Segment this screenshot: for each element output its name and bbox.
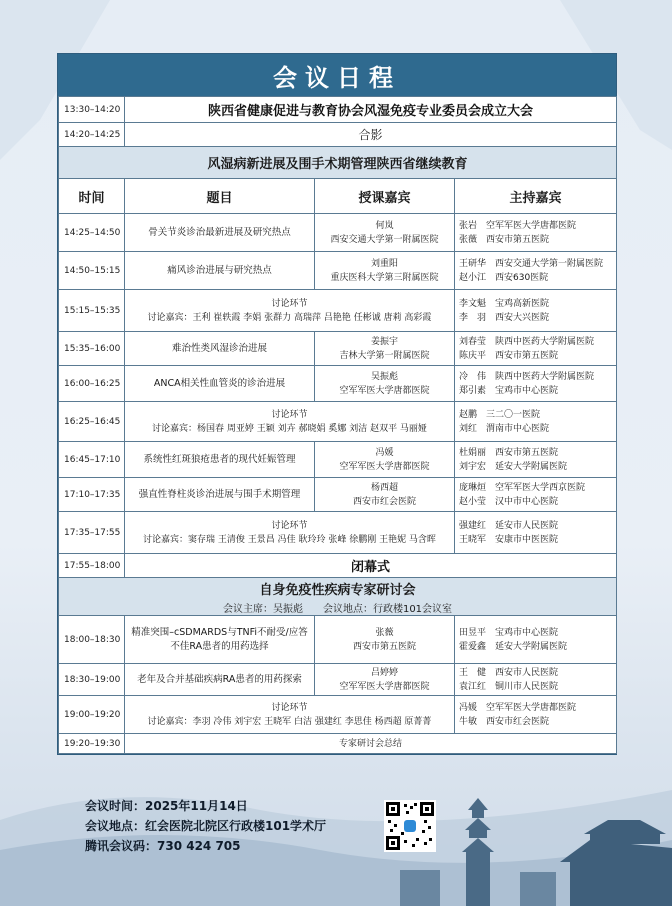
time-cell: 17:35–17:55 [59,512,125,554]
host-cell [455,214,617,252]
host-name: 张岩 空军军医大学唐都医院 [459,220,577,231]
topic-line: 老年及合并基础疾病RA患者的用药探索 [137,673,302,685]
summary-cell: 专家研讨会总结 [125,734,617,754]
host-name: 李文魁 宝鸡高新医院 [459,298,550,309]
speaker-name: 刘重阳 [370,258,398,269]
topic-cell [125,442,315,478]
host-cell [455,696,617,734]
founding-meeting: 陕西省健康促进与教育协会风湿免疫专业委员会成立大会 [125,97,617,123]
time-cell: 17:10–17:35 [59,478,125,512]
section2-title: 自身免疫性疾病专家研讨会 [59,578,617,600]
speaker-name: 杨西超 [370,482,398,493]
host-cell [455,616,617,664]
host-name: 张薇 西安市第五医院 [459,234,550,245]
host-name: 袁江红 铜川市人民医院 [459,681,559,692]
topic-line: 系统性红斑狼疮患者的现代妊娠管理 [143,453,296,465]
discussion-title: 讨论环节 [271,702,308,713]
host-name: 陈庆平 西安市第五医院 [459,350,559,361]
speaker-name: 吕婷婷 [370,667,398,678]
speaker-name: 何岚 [375,220,394,231]
speaker-org: 吉林大学第一附属医院 [339,350,430,361]
topic-cell [125,252,315,290]
meeting-time: 会议时间：2025年11月14日 [85,799,248,813]
meeting-location: 会议地点：红会医院北院区行政楼101学术厅 [85,819,327,833]
host-cell [455,366,617,402]
time-cell: 19:20–19:30 [59,734,125,754]
host-cell [455,290,617,332]
time-cell: 18:00–18:30 [59,616,125,664]
section1-rows [59,214,617,578]
topic-cell [125,332,315,366]
app-logo-icon [404,820,416,832]
section2-info: 会议主席：吴振彪 会议地点：行政楼101会议室 [59,600,617,616]
schedule-row [59,554,617,578]
host-name: 赵小莹 汉中市中心医院 [459,496,559,507]
header-topic: 题目 [125,179,315,214]
speaker-org: 西安市第五医院 [352,641,416,652]
time-cell: 14:25–14:50 [59,214,125,252]
schedule-table [58,96,617,754]
host-name: 王晓军 安康市中医医院 [459,534,559,545]
host-name: 王 健 西安市人民医院 [459,667,559,678]
host-name: 霍爱鑫 延安大学附属医院 [459,641,568,652]
topic-line: 难治性类风湿诊治进展 [171,342,267,354]
host-cell [455,512,617,554]
schedule-row [59,252,617,290]
speaker-org: 空军军医大学唐都医院 [339,681,430,692]
topic-line: ANCA相关性血管炎的诊治进展 [153,377,286,389]
schedule-row [59,290,617,332]
speaker-name: 冯媛 [375,447,394,458]
schedule-row [59,366,617,402]
speaker-org: 重庆医科大学第三附属医院 [330,272,439,283]
discussion-guests: 讨论嘉宾：李羽 冷伟 刘宇宏 王晓军 白洁 强建红 李思佳 杨西超 原菁菁 [147,716,432,727]
host-name: 冯媛 空军军医大学唐都医院 [459,702,577,713]
host-cell [455,332,617,366]
schedule-sheet [57,53,617,755]
schedule-row [59,696,617,734]
time-cell: 13:30–14:20 [59,97,125,123]
schedule-row [59,332,617,366]
section-header [59,578,617,600]
opening-row [59,97,617,123]
discussion-cell [125,696,455,734]
header-speaker: 授课嘉宾 [315,179,455,214]
pagoda-icon [462,798,494,906]
schedule-row [59,442,617,478]
host-name: 强建红 延安市人民医院 [459,520,559,531]
schedule-row [59,734,617,754]
discussion-guests: 讨论嘉宾：王利 崔轶霞 李娟 张群力 高瑞萍 吕艳艳 任彬诚 唐莉 高彩霞 [147,312,432,323]
speaker-cell [315,664,455,696]
discussion-title: 讨论环节 [271,520,308,531]
closing-ceremony: 闭幕式 [125,554,617,578]
speaker-name: 张薇 [375,627,394,638]
time-cell: 17:55–18:00 [59,554,125,578]
header-time: 时间 [59,179,125,214]
topic-cell [125,616,315,664]
host-name: 冷 伟 陕西中医药大学附属医院 [459,371,595,382]
speaker-cell [315,478,455,512]
discussion-guests: 讨论嘉宾：窦存瑞 王清俊 王景昌 冯佳 耿玲玲 张峰 徐鹏刚 王艳妮 马含晖 [143,534,436,545]
section2-info-row [59,600,617,616]
host-cell [455,402,617,442]
discussion-title: 讨论环节 [271,409,308,420]
host-name: 刘宇宏 延安大学附属医院 [459,461,568,472]
header-host: 主持嘉宾 [455,179,617,214]
topic-line: 不佳RA患者的用药选择 [170,640,269,652]
topic-line: 骨关节炎诊治最新进展及研究热点 [148,226,291,238]
host-name: 刘红 渭南市中心医院 [459,423,550,434]
time-cell: 16:45–17:10 [59,442,125,478]
time-cell: 15:15–15:35 [59,290,125,332]
host-name: 牛敏 西安市红会医院 [459,716,550,727]
topic-cell [125,478,315,512]
schedule-row [59,478,617,512]
discussion-cell [125,402,455,442]
speaker-cell [315,332,455,366]
host-name: 赵小江 西安630医院 [459,272,549,283]
section1-title: 风湿病新进展及围手术期管理陕西省继续教育 [59,147,617,179]
speaker-cell [315,616,455,664]
host-name: 田昱平 宝鸡市中心医院 [459,627,559,638]
topic-line: 强直性脊柱炎诊治进展与围手术期管理 [138,488,301,500]
meeting-footer [85,796,326,856]
discussion-cell [125,512,455,554]
host-name: 庞琳烜 空军军医大学西京医院 [459,482,586,493]
schedule-row [59,664,617,696]
host-name: 王研华 西安交通大学第一附属医院 [459,258,604,269]
speaker-cell [315,442,455,478]
schedule-row [59,214,617,252]
host-name: 杜娟丽 西安市第五医院 [459,447,559,458]
topic-cell [125,366,315,402]
page-title: 会议日程 [58,54,616,96]
host-cell [455,252,617,290]
time-cell: 15:35–16:00 [59,332,125,366]
section-header [59,147,617,179]
time-cell: 18:30–19:00 [59,664,125,696]
speaker-org: 空军军医大学唐都医院 [339,385,430,396]
section2-rows [59,616,617,754]
time-cell: 16:00–16:25 [59,366,125,402]
speaker-name: 姜振宇 [370,336,398,347]
column-headers [59,179,617,214]
discussion-cell [125,290,455,332]
speaker-org: 空军军医大学唐都医院 [339,461,430,472]
topic-cell [125,664,315,696]
topic-cell [125,214,315,252]
discussion-title: 讨论环节 [271,298,308,309]
host-name: 郑引素 宝鸡市中心医院 [459,385,559,396]
time-cell: 19:00–19:20 [59,696,125,734]
group-photo: 合影 [125,123,617,147]
speaker-cell [315,252,455,290]
speaker-org: 西安交通大学第一附属医院 [330,234,439,245]
host-cell [455,442,617,478]
host-name: 赵鹏 三二〇一医院 [459,409,541,420]
qr-code-icon[interactable] [384,800,436,852]
host-name: 刘春莹 陕西中医药大学附属医院 [459,336,595,347]
speaker-org: 西安市红会医院 [352,496,416,507]
speaker-name: 吴振彪 [370,371,398,382]
host-cell [455,478,617,512]
photo-row [59,123,617,147]
host-name: 李 羽 西安大兴医院 [459,312,550,323]
topic-line: 精准突围–cSDMARDS与TNFi不耐受/应答 [131,626,308,638]
schedule-row [59,402,617,442]
time-cell: 14:50–15:15 [59,252,125,290]
time-cell: 14:20–14:25 [59,123,125,147]
speaker-cell [315,214,455,252]
discussion-guests: 讨论嘉宾：杨国春 周亚婷 王颖 刘卉 郝晓娟 奚娜 刘洁 赵双平 马丽娅 [152,423,427,434]
tencent-meeting-code: 腾讯会议码：730 424 705 [85,839,241,853]
schedule-row [59,616,617,664]
time-cell: 16:25–16:45 [59,402,125,442]
host-cell [455,664,617,696]
speaker-cell [315,366,455,402]
schedule-row [59,512,617,554]
topic-line: 痛风诊治进展与研究热点 [167,264,272,276]
